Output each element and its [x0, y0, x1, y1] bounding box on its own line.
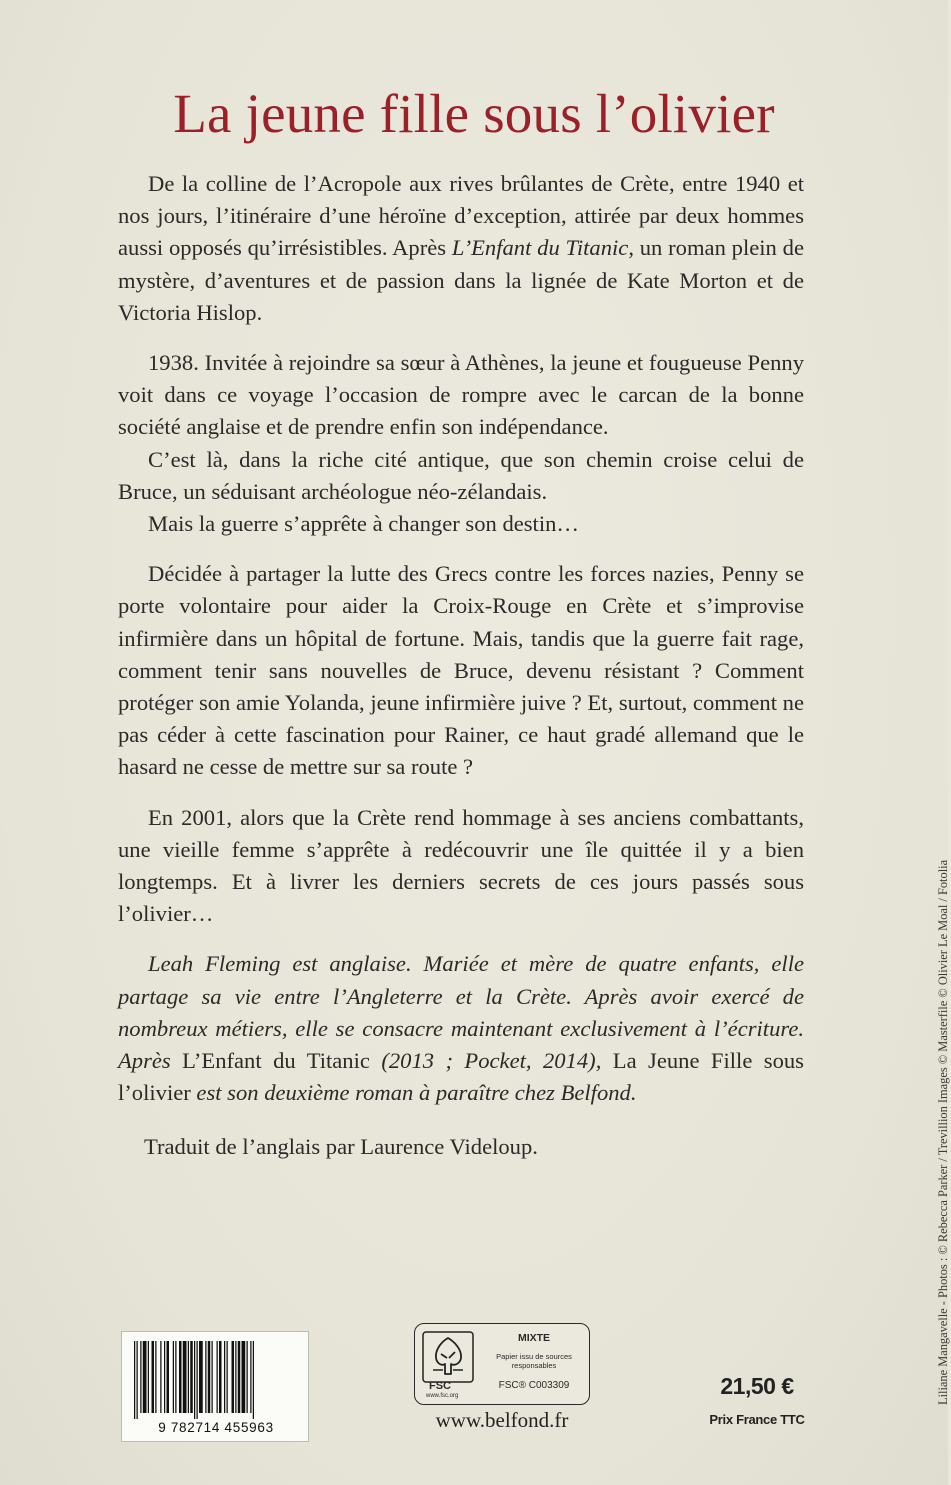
- blurb-intro-text-b: , un roman plein de mystère, d’aventures et de passion dans la lignée de Kate Morton et de Victoria Hislop.: [118, 235, 804, 325]
- translator-credit: Traduit de l’anglais par Laurence Videloup.: [144, 1134, 538, 1160]
- publisher-website: www.belfond.fr: [435, 1408, 569, 1432]
- fsc-description: Papier issu de sources responsables: [496, 1352, 572, 1370]
- price-label: Prix France TTC: [709, 1412, 805, 1427]
- author-bio-text-a: Leah Fleming est anglaise. Mariée et mère de quatre enfants, elle partage sa vie entre l’Angleterre et la Crète. Après avoir exercé de nombreux métiers, elle se consacre maintenant exclusivement à l’écriture. Après: [118, 951, 804, 1074]
- isbn-barcode: [121, 1331, 309, 1442]
- author-bio-book-2: La Jeune Fille sous l’olivier: [118, 1048, 804, 1106]
- blurb-intro-text-a: De la colline de l’Acropole aux rives brûlantes de Crète, entre 1940 et nos jours, l’itinéraire d’une héroïne d’exception, attirée par deux hommes aussi opposés qu’irrésistibles. Après: [118, 171, 804, 261]
- author-bio-book-1: L’Enfant du Titanic: [182, 1048, 370, 1074]
- fsc-code: FSC® C003309: [498, 1380, 570, 1391]
- photo-credits: Liliane Mangavelle - Photos : © Rebecca Parker / Trevillion Images © Masterfile © Olivier Le Moal / Fotolia: [936, 859, 950, 1405]
- barcode-bars-icon: [130, 1341, 302, 1419]
- author-bio: [118, 948, 804, 1109]
- blurb: [118, 168, 804, 1164]
- fsc-mixte: MIXTE: [517, 1332, 551, 1344]
- blurb-paragraph-1938: 1938. Invitée à rejoindre sa sœur à Athènes, la jeune et fougueuse Penny voit dans ce voyage l’occasion de rompre avec le carcan de la bonne société anglaise et de prendre enfin son indépendance.: [118, 350, 804, 440]
- fsc-text: FSC: [429, 1380, 451, 1392]
- fsc-web: www.fsc.org: [426, 1393, 459, 1399]
- author-bio-text-b: (2013 ; Pocket, 2014),: [369, 1048, 602, 1074]
- price-value: 21,50 €: [720, 1373, 794, 1399]
- blurb-paragraph-athens: C’est là, dans la riche cité antique, que son chemin croise celui de Bruce, un séduisant archéologue néo-zélandais.: [118, 446, 804, 504]
- blurb-paragraph-2001: En 2001, alors que la Crète rend hommage à ses anciens combattants, une vieille femme s’apprête à redécouvrir une île quittée il y a bien longtemps. Et à livrer les derniers secrets de ces jours passés sous l’olivier…: [118, 804, 804, 927]
- fsc-label-box: [414, 1323, 590, 1405]
- author-bio-text-c: est son deuxième roman à paraître chez Belfond.: [190, 1080, 637, 1106]
- previous-book-title: L’Enfant du Titanic: [451, 235, 629, 261]
- blurb-paragraph-war: Mais la guerre s’apprête à changer son destin…: [148, 511, 580, 537]
- blurb-paragraph-crete: Décidée à partager la lutte des Grecs contre les forces nazies, Penny se porte volontaire pour aider la Croix-Rouge en Crète et s’improvise infirmière dans un hôpital de fortune. Mais, tandis que la guerre fait rage, comment tenir sans nouvelles de Bruce, devenu résistant ? Comment protéger son amie Yolanda, jeune infirmière juive ? Et, surtout, comment ne pas céder à cette fascination pour Rainer, ce haut gradé allemand que le hasard ne cesse de mettre sur sa route ?: [118, 561, 804, 780]
- book-title: La jeune fille sous l’olivier: [173, 83, 775, 144]
- blurb-intro: [118, 168, 804, 329]
- isbn-digits: 9 782714 455963: [158, 1420, 274, 1435]
